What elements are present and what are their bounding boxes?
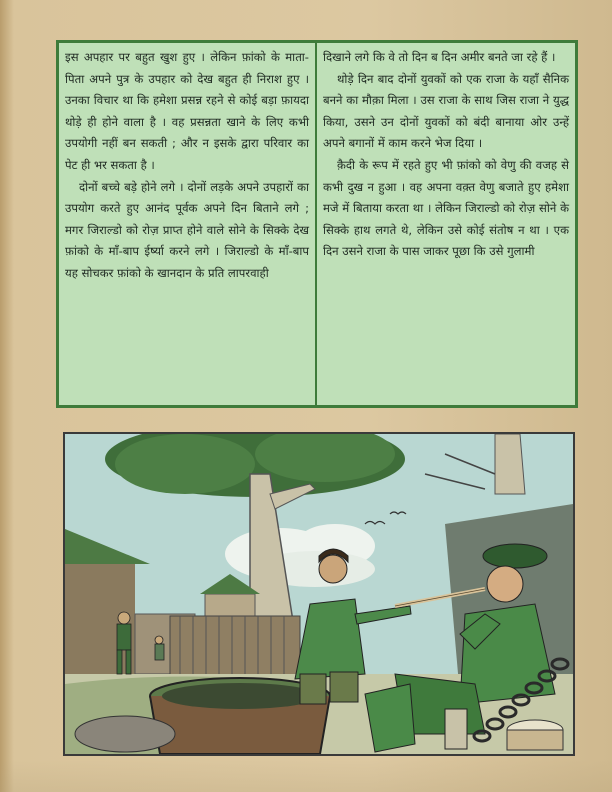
paragraph: इस अपहार पर बहुत खुश हुए । लेकिन फ़ांको के माता-पिता अपने पुत्र के उपहार को देख बहुत ही निराश हुए । उनका विचार था कि हमेशा प्रसन्न रहने से कोई बड़ा फ़ायदा थोड़े ही होने वाला है । वह प्रसन्नता खाने के लिए कभी उपयोगी नहीं बन सकती ; और न इसके द्वारा परिवार का पेट ही भर सकता है । xyxy=(65,50,309,172)
left-column xyxy=(59,43,317,405)
story-text-panel xyxy=(56,40,578,408)
paragraph: थोड़े दिन बाद दोनों युवकों को एक राजा के यहाँ सैनिक बनने का मौक़ा मिला । उस राजा के साथ जिस राजा ने युद्ध किया, उसने उन दोनों युवकों को बंदी बानाया ओर उन्हें अपने बगानों में काम करने भेज दिया । xyxy=(323,71,569,151)
paragraph: दोनों बच्चे बड़े होने लगे । दोनों लड़के अपने उपहारों का उपयोग करते हुए आनंद पूर्वक अपने दिन बिताने लगे ; मगर जिराल्डो को रोज़ प्राप्त होने वाले सोने के सिक्के देख फ़ांको के माँ-बाप ईर्ष्या करने लगे । जिराल्डो के माँ-बाप यह सोचकर फ़ांको के खानदान के प्रति लापरवाही xyxy=(65,179,309,280)
paragraph: दिखाने लगे कि वे तो दिन ब दिन अमीर बनते जा रहे हैं । xyxy=(323,50,556,64)
right-column xyxy=(317,43,575,405)
paper-edge xyxy=(0,760,612,792)
paragraph: क़ैदी के रूप में रहते हुए भी फ़ांको को वेणु की वजह से कभी दुख न हुआ । वह अपना वक़्त वेणु बजाते हुए हमेशा मजे में बिताया करता था । लेकिन जिराल्डो को रोज़ सोने के सिक्के हाथ लगते थे, लेकिन उसे कोई संतोष न था । एक दिन उसने राजा के पास जाकर पूछा कि उसे गुलामी xyxy=(323,157,569,259)
story-illustration xyxy=(63,432,575,756)
